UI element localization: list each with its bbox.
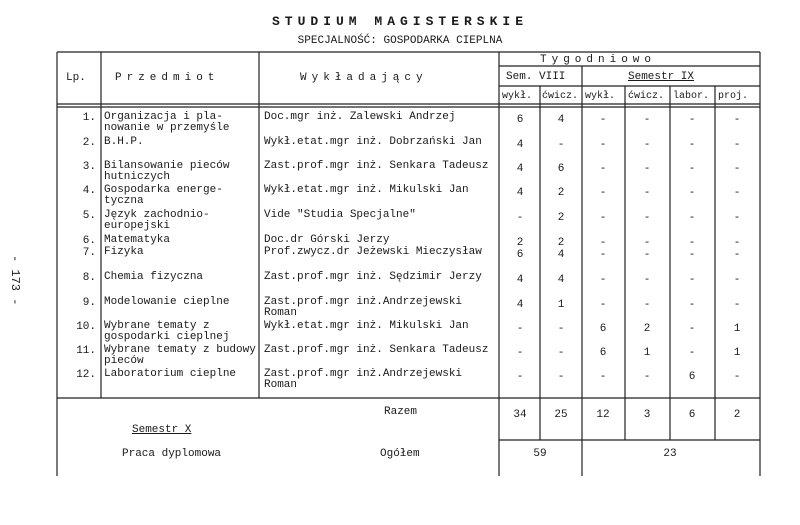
row-hours-value: - [688,299,696,311]
row-hours-value: - [599,139,607,151]
row-hours-value: 4 [557,249,565,261]
row-lecturer: Zast.prof.mgr inż. Senkara Tadeusz [264,344,489,356]
row-hours-value: - [733,299,741,311]
row-hours-value: 2 [516,237,524,249]
row-hours-value: - [599,187,607,199]
row-hours-value: - [599,299,607,311]
row-hours-value: - [643,212,651,224]
header-lecturer: Wykładający [300,72,428,84]
ogolem-sem8-value: 59 [533,448,547,460]
header-subject: Przedmiot [115,72,220,84]
row-hours-value: 4 [516,187,524,199]
row-lecturer: Zast.prof.mgr inż.Andrzejewski Roman [264,296,463,319]
row-hours-value: - [599,371,607,383]
razem-value: 25 [554,409,568,421]
header-col-5: labor. [673,91,710,102]
row-number: 6. [82,235,96,247]
row-hours-value: - [733,371,741,383]
row-hours-value: - [688,249,696,261]
row-subject: Matematyka [104,234,171,246]
row-lecturer: Wykł.etat.mgr inż. Mikulski Jan [264,320,469,332]
razem-value: 3 [643,409,651,421]
row-hours-value: 2 [643,323,651,335]
row-hours-value: - [688,163,696,175]
row-number: 1. [82,112,96,124]
row-subject: Chemia fizyczna [104,271,204,283]
razem-value: 2 [733,409,741,421]
row-hours-value: 4 [516,274,524,286]
semester-x-label: Semestr X [132,424,192,436]
row-hours-value: - [688,139,696,151]
row-number: 3. [82,161,96,173]
row-subject: Wybrane tematy z budowy pieców [104,344,256,367]
row-hours-value: - [599,274,607,286]
row-lecturer: Wykł.etat.mgr inż. Dobrzański Jan [264,136,482,148]
row-number: 11. [76,345,96,357]
header-col-2: ćwicz. [542,91,579,102]
row-hours-value: - [643,114,651,126]
row-hours-value: - [516,347,524,359]
row-hours-value: 2 [557,237,565,249]
header-col-3: wykł. [585,91,616,102]
row-hours-value: - [733,163,741,175]
row-lecturer: Doc.mgr inż. Zalewski Andrzej [264,111,456,123]
row-lecturer: Zast.prof.mgr inż. Senkara Tadeusz [264,160,489,172]
row-hours-value: - [733,249,741,261]
ogolem-sem9-value: 23 [663,448,677,460]
row-hours-value: - [733,114,741,126]
header-sem9: Semestr IX [628,71,695,83]
row-hours-value: - [688,187,696,199]
ogolem-label: Ogółem [380,448,420,460]
row-hours-value: - [557,139,565,151]
page-title: STUDIUM MAGISTERSKIE [271,14,529,29]
row-hours-value: 6 [599,347,607,359]
row-hours-value: - [557,323,565,335]
row-hours-value: - [733,274,741,286]
diploma-work-label: Praca dyplomowa [122,448,222,460]
row-lecturer: Wykł.etat.mgr inż. Mikulski Jan [264,184,469,196]
row-hours-value: 1 [643,347,651,359]
row-hours-value: 1 [733,323,741,335]
row-hours-value: 4 [516,299,524,311]
header-col-6: proj. [718,91,749,102]
row-hours-value: - [516,371,524,383]
razem-label: Razem [384,406,418,418]
row-hours-value: 4 [557,274,565,286]
row-hours-value: - [599,249,607,261]
row-subject: Język zachodnio-europejski [104,209,210,232]
razem-value: 6 [688,409,696,421]
row-lecturer: Vide "Studia Specjalne" [264,209,416,221]
row-number: 10. [76,321,96,333]
row-hours-value: - [733,237,741,249]
row-subject: Modelowanie cieplne [104,296,230,308]
row-hours-value: - [688,212,696,224]
page-subtitle: SPECJALNOŚĆ: GOSPODARKA CIEPLNA [297,35,503,47]
page-number: - 173 - [8,255,22,306]
row-hours-value: 6 [688,371,696,383]
row-hours-value: - [688,114,696,126]
row-hours-value: - [643,249,651,261]
row-hours-value: 6 [599,323,607,335]
row-number: 8. [82,272,96,284]
row-hours-value: 4 [557,114,565,126]
row-hours-value: - [733,187,741,199]
row-hours-value: - [599,114,607,126]
row-hours-value: - [643,187,651,199]
header-lp: Lp. [66,72,86,84]
row-hours-value: - [557,347,565,359]
row-hours-value: - [599,163,607,175]
row-hours-value: 6 [557,163,565,175]
row-subject: Gospodarka energe-tyczna [104,184,223,207]
row-hours-value: - [643,274,651,286]
row-subject: Wybrane tematy z gospodarki cieplnej [104,320,230,343]
row-hours-value: - [688,347,696,359]
row-hours-value: - [733,212,741,224]
row-hours-value: - [733,139,741,151]
row-hours-value: - [688,237,696,249]
row-subject: B.H.P. [104,136,144,148]
row-hours-value: - [643,163,651,175]
row-hours-value: - [599,237,607,249]
row-subject: Fizyka [104,246,144,258]
razem-value: 12 [596,409,610,421]
row-hours-value: - [557,371,565,383]
row-hours-value: - [688,323,696,335]
row-hours-value: - [643,371,651,383]
row-hours-value: - [599,212,607,224]
row-number: 9. [82,297,96,309]
row-subject: Laboratorium cieplne [104,368,237,380]
row-hours-value: - [516,323,524,335]
row-hours-value: 1 [557,299,565,311]
row-subject: Bilansowanie pieców hutniczych [104,160,230,183]
row-hours-value: - [643,237,651,249]
row-number: 7. [82,247,96,259]
row-hours-value: - [688,274,696,286]
row-number: 4. [82,185,96,197]
header-weekly: Tygodniowo [540,54,657,66]
row-hours-value: 2 [557,212,565,224]
row-number: 5. [82,210,96,222]
row-hours-value: - [643,299,651,311]
row-hours-value: - [643,139,651,151]
row-hours-value: 2 [557,187,565,199]
row-hours-value: 6 [516,114,524,126]
row-hours-value: 6 [516,249,524,261]
row-hours-value: 4 [516,163,524,175]
row-lecturer: Zast.prof.mgr inż.Andrzejewski Roman [264,368,463,391]
row-hours-value: 1 [733,347,741,359]
row-lecturer: Zast.prof.mgr inż. Sędzimir Jerzy [264,271,482,283]
row-lecturer: Doc.dr Górski Jerzy [264,234,390,246]
row-hours-value: - [516,212,524,224]
row-hours-value: 4 [516,139,524,151]
razem-value: 34 [513,409,527,421]
row-subject: Organizacja i pla-nowanie w przemyśle [104,111,230,134]
header-col-1: wykł. [502,91,533,102]
row-number: 2. [82,137,96,149]
header-col-4: ćwicz. [628,91,665,102]
row-number: 12. [76,369,96,381]
header-sem8: Sem. VIII [506,71,566,83]
row-lecturer: Prof.zwycz.dr Jeżewski Mieczysław [264,246,482,258]
